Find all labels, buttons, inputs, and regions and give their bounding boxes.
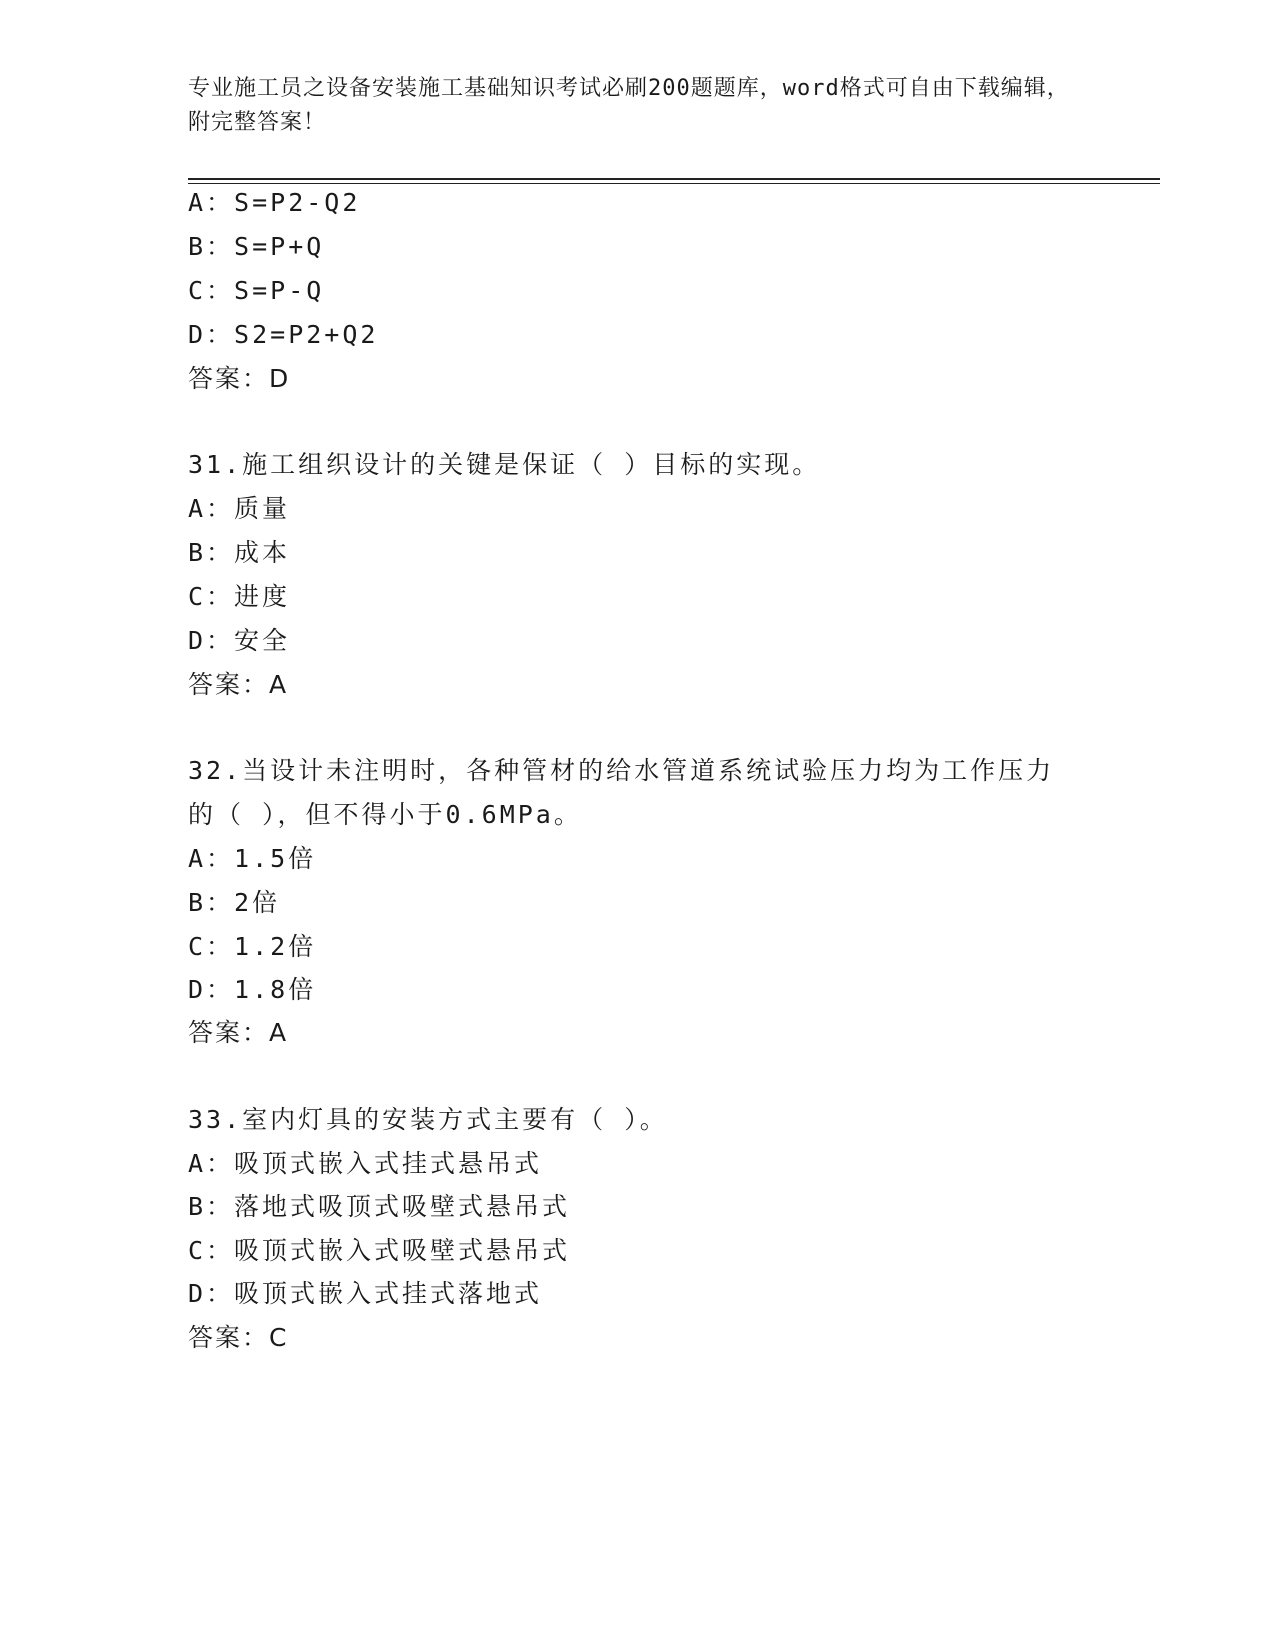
q31-option-d: D：安全 — [188, 626, 291, 655]
q32-answer: 答案：A — [188, 1018, 289, 1047]
q32-question-line-2: 的（ ），但不得小于0.6MPa。 — [188, 800, 582, 829]
q32-option-c: C：1.2倍 — [188, 932, 317, 961]
q33-option-b: B：落地式吸顶式吸壁式悬吊式 — [188, 1192, 571, 1221]
q30-answer: 答案：D — [188, 364, 291, 393]
q32-option-b: B：2倍 — [188, 888, 281, 917]
q30-option-c: C：S=P-Q — [188, 276, 325, 305]
q30-option-b: B：S=P+Q — [188, 232, 325, 261]
q31-question: 31.施工组织设计的关键是保证（ ）目标的实现。 — [188, 450, 821, 479]
q31-option-a: A：质量 — [188, 494, 291, 523]
q32-question-line-1: 32.当设计未注明时，各种管材的给水管道系统试验压力均为工作压力 — [188, 756, 1055, 785]
q32-option-a: A：1.5倍 — [188, 844, 317, 873]
q33-option-c: C：吸顶式嵌入式吸壁式悬吊式 — [188, 1236, 571, 1265]
document-header: 专业施工员之设备安装施工基础知识考试必刷200题题库，word格式可自由下载编辑，附完整答案！ — [188, 76, 1070, 135]
header-divider-thin — [188, 183, 1160, 184]
q33-option-a: A：吸顶式嵌入式挂式悬吊式 — [188, 1149, 543, 1178]
header-divider — [188, 178, 1160, 180]
q31-option-b: B：成本 — [188, 538, 291, 567]
q31-answer: 答案：A — [188, 670, 289, 699]
q33-question: 33.室内灯具的安装方式主要有（ ）。 — [188, 1105, 668, 1134]
q32-option-d: D：1.8倍 — [188, 975, 317, 1004]
q33-option-d: D：吸顶式嵌入式挂式落地式 — [188, 1279, 543, 1308]
q30-option-a: A：S=P2-Q2 — [188, 188, 361, 217]
q30-option-d: D：S2=P2+Q2 — [188, 320, 379, 349]
q31-option-c: C：进度 — [188, 582, 291, 611]
q33-answer: 答案：C — [188, 1323, 289, 1352]
